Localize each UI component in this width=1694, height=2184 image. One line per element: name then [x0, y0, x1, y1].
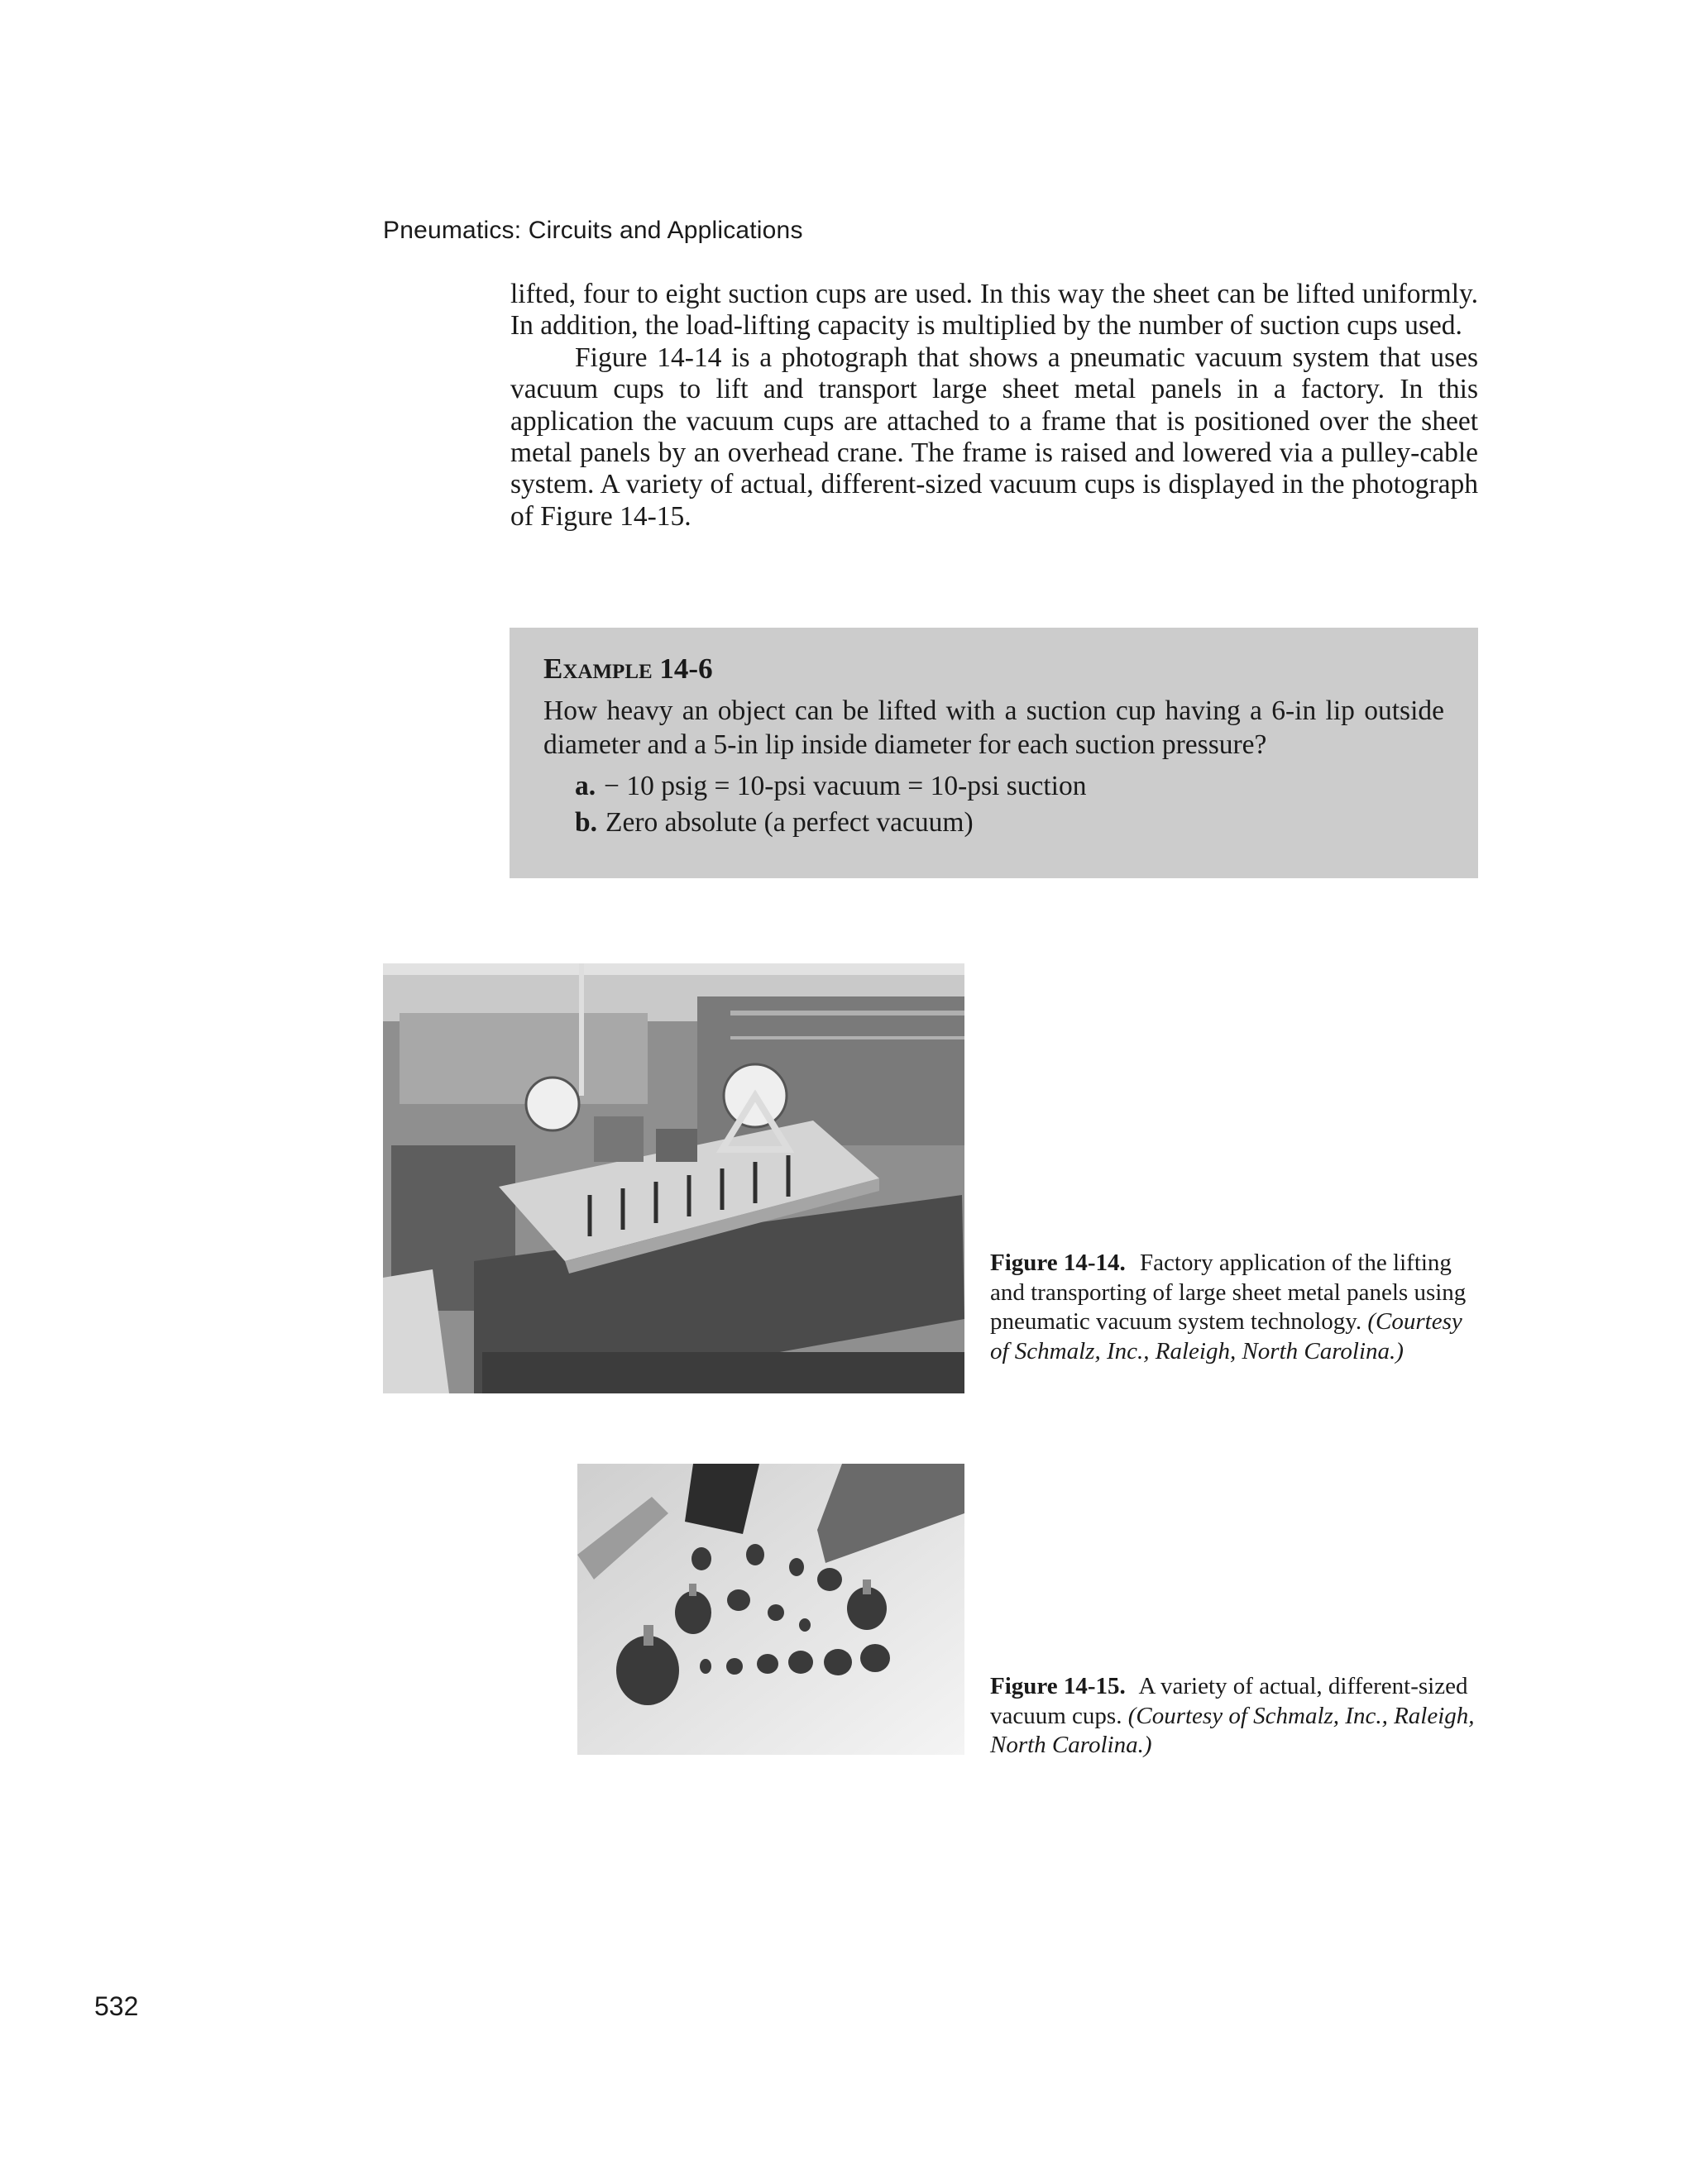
figure-label: Figure 14-14. [990, 1250, 1126, 1276]
figure-caption [990, 1249, 1486, 1366]
running-head: Pneumatics: Circuits and Applications [383, 217, 803, 244]
caption-text: A variety of actual, different-sized vacuum cups. [990, 1673, 1468, 1729]
factory-vacuum-lifter-photo [383, 963, 964, 1393]
paragraph: Figure 14-14 is a photograph that shows a pneumatic vacuum system that uses vacuum cups to lift and transport large sheet metal panels in a factory. In this application the vacuum cups are attached to a frame that is positioned over the sheet metal panels by an overhead crane. The frame is raised and lowered via a pulley-cable system. A variety of actual, different-sized vacuum cups is displayed in the photograph of Figure 14-15. [510, 342, 1478, 532]
body-text [510, 279, 1478, 533]
page-number: 532 [94, 1991, 139, 2021]
example-title [543, 652, 1444, 686]
caption-credit: (Courtesy of Schmalz, Inc., Raleigh, North Carolina.) [990, 1308, 1462, 1364]
item-text: − 10 psig = 10-psi vacuum = 10-psi suction [604, 771, 1087, 801]
example-box [510, 628, 1478, 878]
example-question: How heavy an object can be lifted with a suction cup having a 6-in lip outside diameter and a 5-in lip inside diameter for each suction pressure? [543, 695, 1444, 760]
paragraph: lifted, four to eight suction cups are used. In this way the sheet can be lifted uniformly. In addition, the load-lifting capacity is multiplied by the number of suction cups used. [510, 279, 1478, 342]
example-list [543, 768, 1444, 841]
vacuum-cups-photo [577, 1464, 964, 1755]
item-text: Zero absolute (a perfect vacuum) [605, 807, 974, 838]
list-item [575, 768, 1444, 805]
item-label: a. [575, 771, 596, 801]
example-number: 14-6 [659, 652, 713, 685]
figure-caption [990, 1672, 1486, 1761]
list-item [575, 805, 1444, 841]
example-label: Example [543, 652, 653, 685]
item-label: b. [575, 807, 598, 838]
caption-credit: (Courtesy of Schmalz, Inc., Raleigh, North Carolina.) [990, 1702, 1475, 1758]
caption-text: Factory application of the lifting and transporting of large sheet metal panels using pneumatic vacuum system technology. [990, 1250, 1467, 1335]
figure-label: Figure 14-15. [990, 1673, 1126, 1699]
